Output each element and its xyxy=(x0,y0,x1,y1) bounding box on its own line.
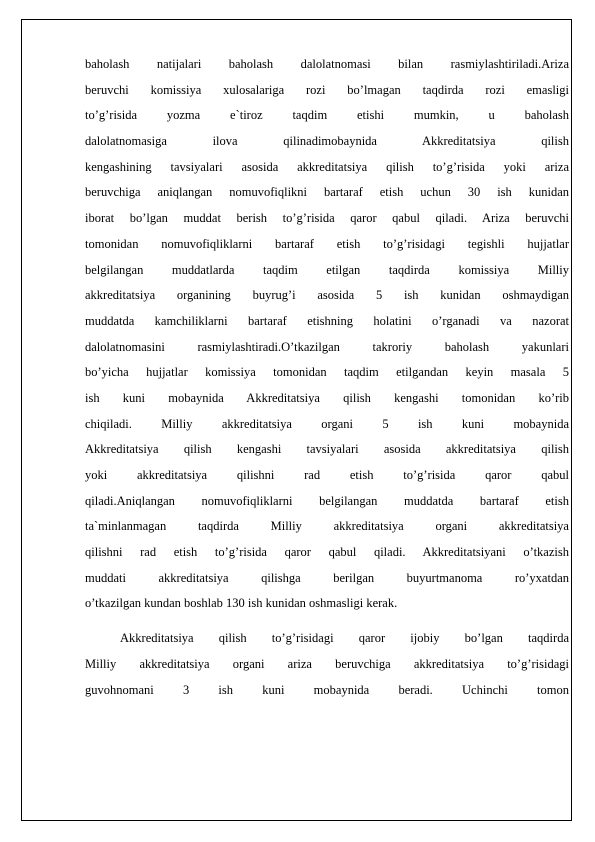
text-line: Akkreditatsiya qilish to’g’risidagi qaror ijobiy bo’lgan taqdirda xyxy=(120,631,569,646)
text-line: akkreditatsiya organining buyrug’i asosida 5 ish kunidan oshmaydigan xyxy=(85,288,569,303)
text-line: dalolatnomasiga ilova qilinadimobaynida Akkreditatsiya qilish xyxy=(85,134,569,149)
text-line: beruvchi komissiya xulosalariga rozi bo’lmagan taqdirda rozi emasligi xyxy=(85,82,569,97)
text-line: yoki akkreditatsiya qilishni rad etish to’g’risida qaror qabul xyxy=(85,468,569,482)
text-line: tomonidan nomuvofiqliklarni bartaraf etish to’g’risidagi tegishli hujjatlar xyxy=(85,236,569,251)
text-line: o’tkazilgan kundan boshlab 130 ish kunidan oshmasligi kerak. xyxy=(85,596,398,611)
text-line: to’g’risida yozma e`tiroz taqdim etishi mumkin, u baholash xyxy=(85,108,569,123)
document-body xyxy=(85,52,569,703)
text-line: bo’yicha hujjatlar komissiya tomonidan taqdim etilgandan keyin masala 5 xyxy=(85,365,569,380)
text-line: qiladi.Aniqlangan nomuvofiqliklarni belgilangan muddatda bartaraf etish xyxy=(85,493,569,508)
text-line: baholash natijalari baholash dalolatnomasi bilan rasmiylashtiriladi.Ariza xyxy=(85,57,569,71)
text-line: qilishni rad etish to’g’risida qaror qabul qiladi. Akkreditatsiyani o’tkazish xyxy=(85,545,569,560)
text-line: muddati akkreditatsiya qilishga berilgan buyurtmanoma ro’yxatdan xyxy=(85,570,569,585)
text-line: iborat bo’lgan muddat berish to’g’risida qaror qabul qiladi. Ariza beruvchi xyxy=(85,211,569,226)
text-line: beruvchiga aniqlangan nomuvofiqlikni bartaraf etish uchun 30 ish kunidan xyxy=(85,185,569,200)
text-line: chiqiladi. Milliy akkreditatsiya organi 5 ish kuni mobaynida xyxy=(85,416,569,431)
text-line: kengashining tavsiyalari asosida akkreditatsiya qilish to’g’risida yoki ariza xyxy=(85,159,569,174)
text-line: dalolatnomasini rasmiylashtiradi.O’tkazilgan takroriy baholash yakunlari xyxy=(85,339,569,354)
paragraph-spacing xyxy=(85,617,569,626)
text-line: Milliy akkreditatsiya organi ariza beruvchiga akkreditatsiya to’g’risidagi xyxy=(85,656,569,671)
paragraph xyxy=(85,52,569,617)
text-line: ish kuni mobaynida Akkreditatsiya qilish kengashi tomonidan ko’rib xyxy=(85,390,569,405)
text-line: muddatda kamchiliklarni bartaraf etishning holatini o’rganadi va nazorat xyxy=(85,313,569,328)
paragraph xyxy=(85,626,569,703)
text-line: guvohnomani 3 ish kuni mobaynida beradi. Uchinchi tomon xyxy=(85,682,569,697)
text-line: Akkreditatsiya qilish kengashi tavsiyalari asosida akkreditatsiya qilish xyxy=(85,442,569,457)
text-line: ta`minlanmagan taqdirda Milliy akkreditatsiya organi akkreditatsiya xyxy=(85,519,569,534)
text-line: belgilangan muddatlarda taqdim etilgan taqdirda komissiya Milliy xyxy=(85,262,569,277)
